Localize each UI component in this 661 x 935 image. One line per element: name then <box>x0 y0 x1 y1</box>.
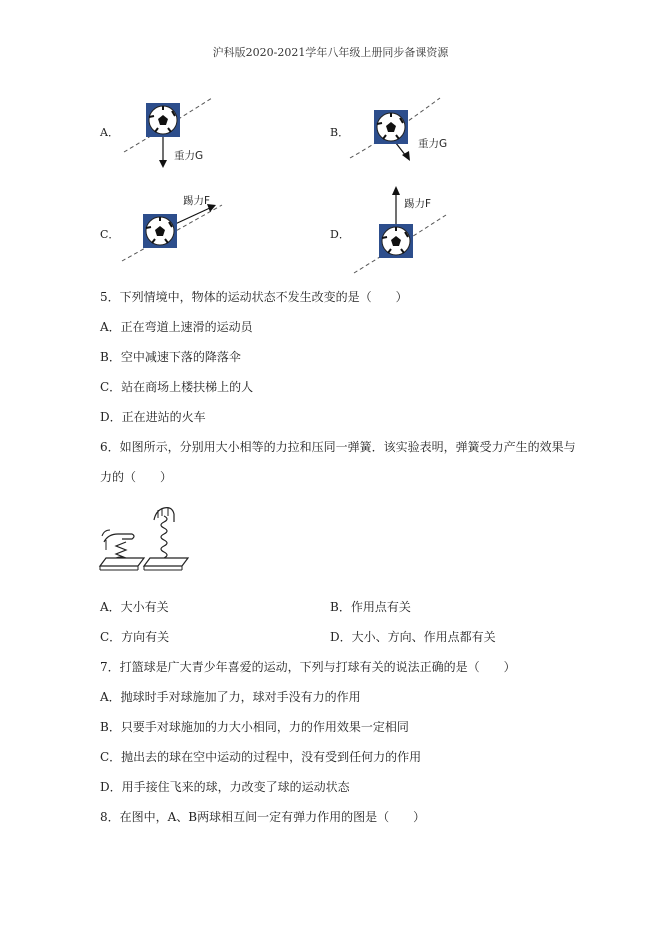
question-5-option-a: A．正在弯道上速滑的运动员 <box>100 320 253 334</box>
question-6-option-d: D．大小、方向、作用点都有关 <box>330 630 496 644</box>
question-7-option-b: B．只要手对球施加的力大小相同，力的作用效果一定相同 <box>100 720 409 734</box>
spring-experiment-figure <box>98 506 190 576</box>
question-5-option-c: C．站在商场上楼扶梯上的人 <box>100 380 254 394</box>
question-7-option-c: C．抛出去的球在空中运动的过程中，没有受到任何力的作用 <box>100 750 422 764</box>
soccer-ball-d-icon <box>379 224 413 258</box>
figure-b-force-label: 重力G <box>418 138 448 150</box>
question-7-stem: 7．打篮球是广大青少年喜爱的运动，下列与打球有关的说法正确的是（ ） <box>100 660 516 674</box>
figure-a-force-label: 重力G <box>174 150 204 162</box>
figure-b-letter: B． <box>330 126 350 139</box>
figure-d-force-label: 踢力F <box>404 198 432 210</box>
question-7-option-d: D．用手接住飞来的球，力改变了球的运动状态 <box>100 780 350 794</box>
page-header: 沪科版2020-2021学年八年级上册同步备课资源 <box>212 46 449 59</box>
figure-c-force-label: 踢力F <box>183 195 211 207</box>
question-5-option-d: D．正在进站的火车 <box>100 410 206 424</box>
question-6-option-c: C．方向有关 <box>100 630 170 644</box>
figure-c-letter: C． <box>100 228 120 241</box>
question-8-stem: 8．在图中，A、B两球相互间一定有弹力作用的图是（ ） <box>100 810 426 824</box>
soccer-ball-c-icon <box>143 214 177 248</box>
soccer-ball-a-icon <box>146 103 180 137</box>
question-5-option-b: B．空中减速下落的降落伞 <box>100 350 241 364</box>
question-6-option-b: B．作用点有关 <box>330 600 411 614</box>
question-7-option-a: A．抛球时手对球施加了力，球对手没有力的作用 <box>100 690 361 704</box>
soccer-ball-b-icon <box>374 110 408 144</box>
question-6-option-a: A．大小有关 <box>100 600 169 614</box>
figure-a-letter: A． <box>100 126 119 139</box>
figure-d-letter: D． <box>330 228 350 241</box>
question-6-stem-line1: 6．如图所示，分别用大小相等的力拉和压同一弹簧．该实验表明，弹簧受力产生的效果与 <box>100 440 576 454</box>
question-6-stem-line2: 力的（ ） <box>100 470 173 484</box>
question-5-stem: 5．下列情境中，物体的运动状态不发生改变的是（ ） <box>100 290 408 304</box>
